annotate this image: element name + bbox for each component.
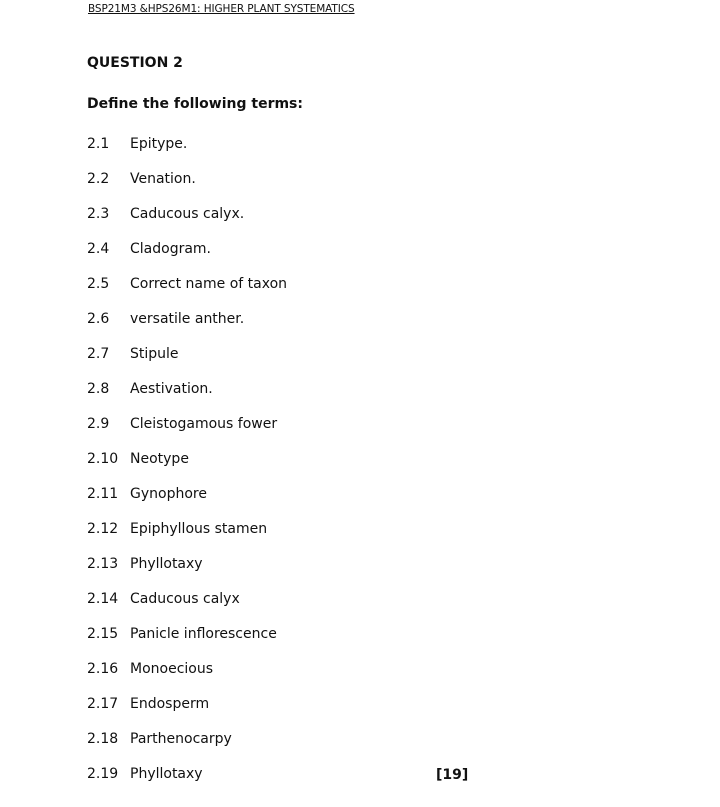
- item-number: 2.4: [87, 241, 110, 257]
- list-item: [87, 206, 487, 241]
- item-number: 2.15: [87, 626, 119, 642]
- term-list: [87, 136, 487, 801]
- item-number: 2.2: [87, 171, 110, 187]
- item-term: Endosperm: [130, 696, 210, 712]
- item-term: Gynophore: [130, 486, 207, 502]
- item-number: 2.16: [87, 661, 119, 677]
- list-item: [87, 171, 487, 206]
- item-number: 2.5: [87, 276, 110, 292]
- list-item: [87, 311, 487, 346]
- item-term: Phyllotaxy: [130, 556, 203, 572]
- item-term: Parthenocarpy: [130, 731, 232, 747]
- item-number: 2.10: [87, 451, 119, 467]
- list-item: [87, 661, 487, 696]
- list-item: [87, 486, 487, 521]
- list-item: [87, 276, 487, 311]
- item-number: 2.6: [87, 311, 110, 327]
- item-term: Caducous calyx.: [130, 206, 245, 222]
- list-item: [87, 241, 487, 276]
- item-term: Cleistogamous fower: [130, 416, 278, 432]
- item-number: 2.8: [87, 381, 110, 397]
- item-number: 2.18: [87, 731, 119, 747]
- item-term: Neotype: [130, 451, 189, 467]
- question-instruction: Define the following terms:: [87, 96, 303, 112]
- item-term: Aestivation.: [130, 381, 213, 397]
- item-term: Venation.: [130, 171, 196, 187]
- item-term: Monoecious: [130, 661, 214, 677]
- item-term: Epitype.: [130, 136, 188, 152]
- course-header: BSP21M3 &HPS26M1: HIGHER PLANT SYSTEMATICS: [88, 3, 355, 15]
- marks-total: [19]: [436, 767, 469, 783]
- list-item: [87, 381, 487, 416]
- item-term: versatile anther.: [130, 311, 245, 327]
- item-term: Epiphyllous stamen: [130, 521, 268, 537]
- item-number: 2.3: [87, 206, 110, 222]
- item-term: Phyllotaxy: [130, 766, 203, 782]
- list-item: [87, 556, 487, 591]
- list-item: [87, 416, 487, 451]
- question-title: QUESTION 2: [87, 55, 183, 71]
- item-term: Panicle inflorescence: [130, 626, 277, 642]
- item-number: 2.1: [87, 136, 110, 152]
- list-item: [87, 696, 487, 731]
- item-number: 2.19: [87, 766, 119, 782]
- item-term: Stipule: [130, 346, 179, 362]
- list-item: [87, 346, 487, 381]
- list-item: [87, 451, 487, 486]
- item-number: 2.7: [87, 346, 110, 362]
- item-number: 2.13: [87, 556, 119, 572]
- item-number: 2.17: [87, 696, 119, 712]
- item-number: 2.9: [87, 416, 110, 432]
- item-number: 2.11: [87, 486, 119, 502]
- list-item: [87, 626, 487, 661]
- list-item: [87, 521, 487, 556]
- item-term: Caducous calyx: [130, 591, 240, 607]
- item-term: Correct name of taxon: [130, 276, 288, 292]
- item-number: 2.14: [87, 591, 119, 607]
- list-item: [87, 136, 487, 171]
- list-item: [87, 591, 487, 626]
- list-item: [87, 766, 487, 801]
- item-term: Cladogram.: [130, 241, 212, 257]
- item-number: 2.12: [87, 521, 119, 537]
- list-item: [87, 731, 487, 766]
